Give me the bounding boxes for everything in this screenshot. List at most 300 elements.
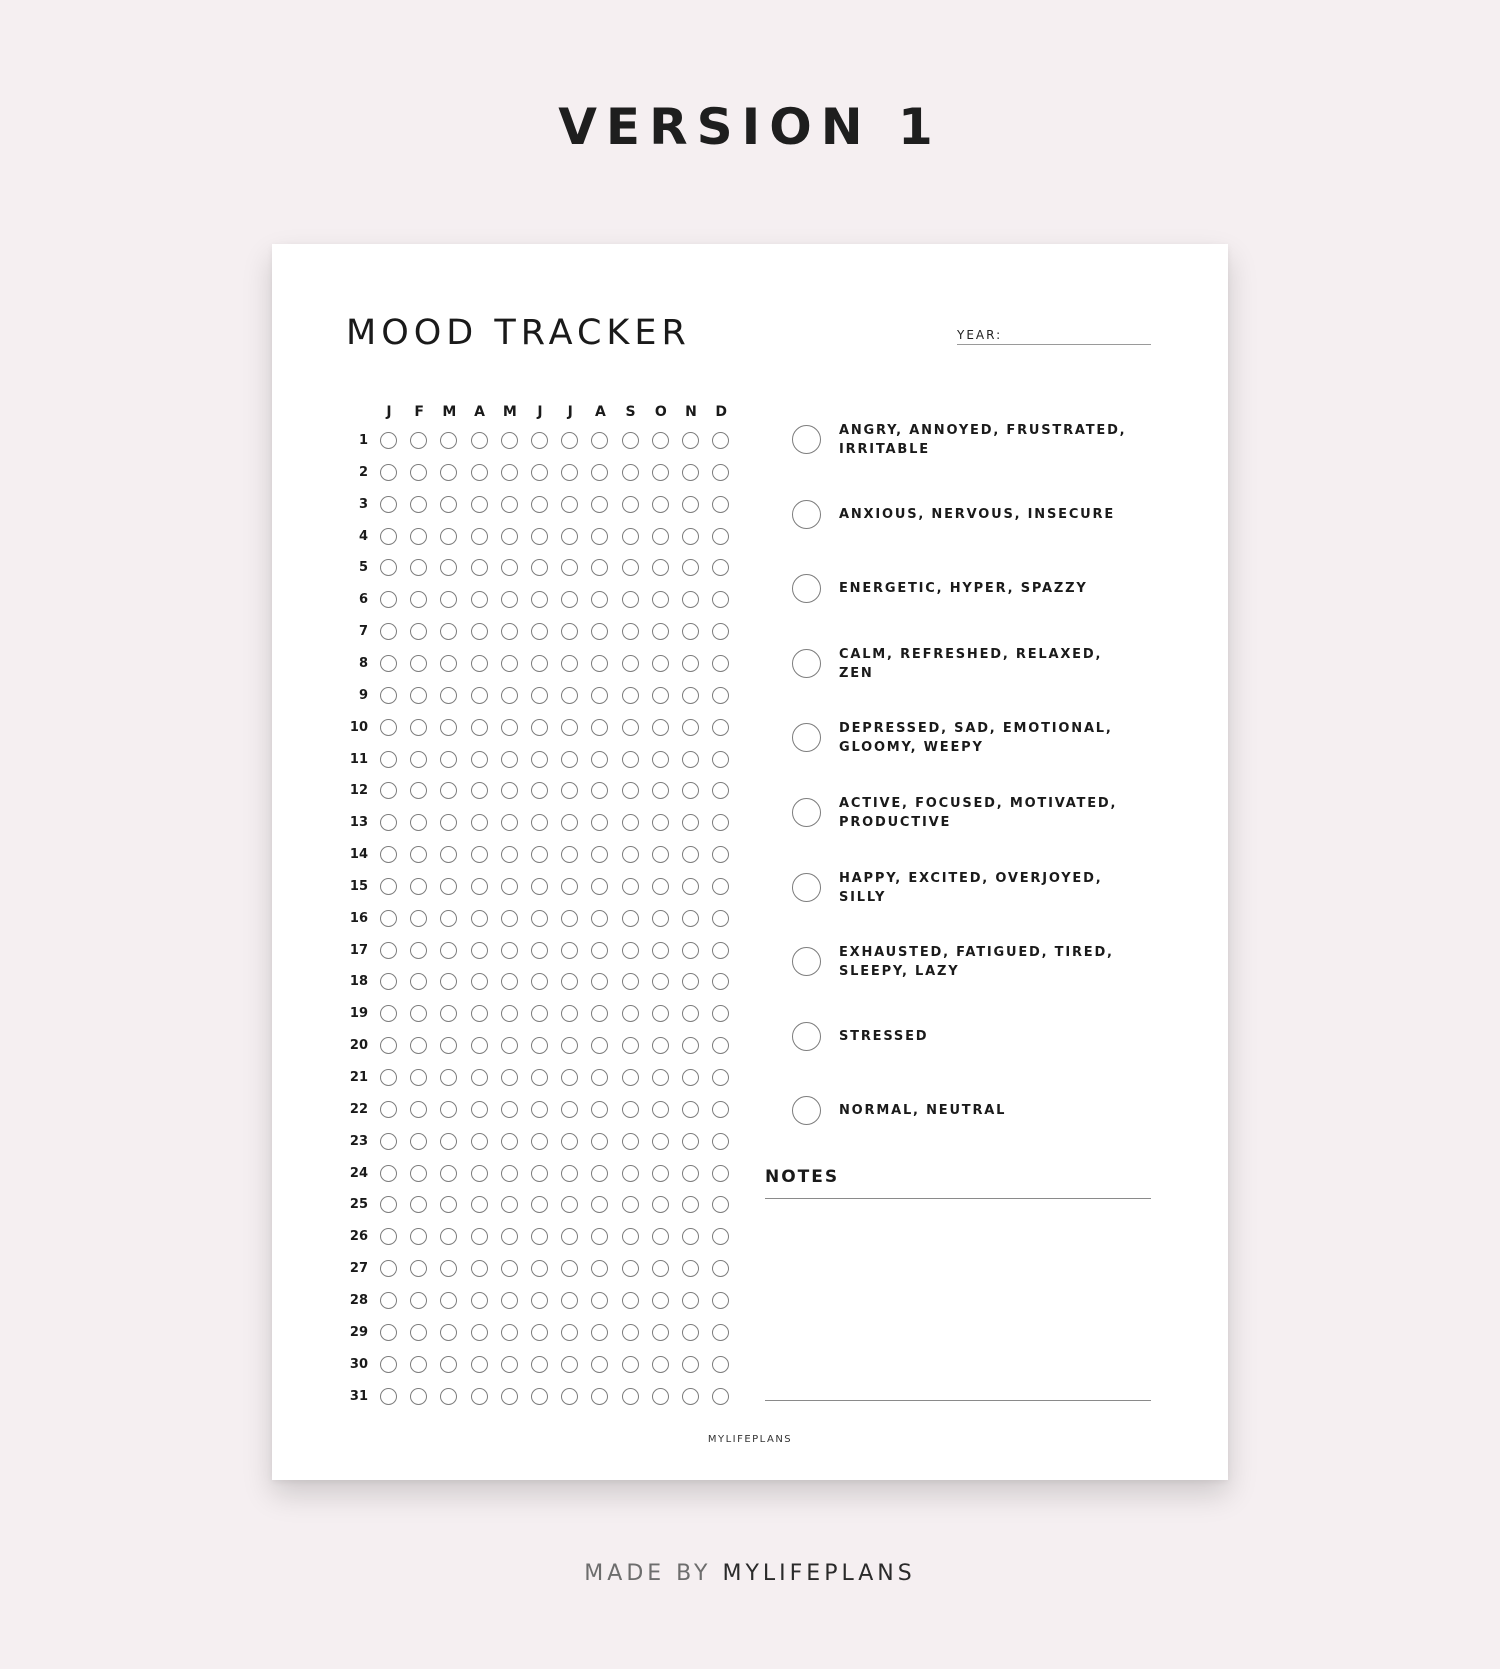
mood-day-circle[interactable] <box>440 878 457 895</box>
mood-day-circle[interactable] <box>712 1260 729 1277</box>
mood-day-circle[interactable] <box>501 687 518 704</box>
mood-day-circle[interactable] <box>440 1037 457 1054</box>
mood-day-circle[interactable] <box>501 1101 518 1118</box>
mood-day-circle[interactable] <box>591 1133 608 1150</box>
mood-day-circle[interactable] <box>501 1356 518 1373</box>
mood-day-circle[interactable] <box>410 559 427 576</box>
mood-day-circle[interactable] <box>531 1069 548 1086</box>
mood-day-circle[interactable] <box>652 1037 669 1054</box>
mood-day-circle[interactable] <box>380 1292 397 1309</box>
mood-day-circle[interactable] <box>531 1196 548 1213</box>
mood-day-circle[interactable] <box>410 973 427 990</box>
mood-day-circle[interactable] <box>652 623 669 640</box>
mood-legend-circle[interactable] <box>792 798 821 827</box>
year-field[interactable] <box>957 344 1151 345</box>
mood-day-circle[interactable] <box>501 846 518 863</box>
mood-day-circle[interactable] <box>501 464 518 481</box>
mood-day-circle[interactable] <box>652 973 669 990</box>
mood-day-circle[interactable] <box>652 528 669 545</box>
mood-day-circle[interactable] <box>652 1005 669 1022</box>
mood-day-circle[interactable] <box>652 464 669 481</box>
mood-day-circle[interactable] <box>591 942 608 959</box>
mood-day-circle[interactable] <box>652 496 669 513</box>
mood-day-circle[interactable] <box>622 973 639 990</box>
mood-day-circle[interactable] <box>410 1101 427 1118</box>
mood-day-circle[interactable] <box>622 687 639 704</box>
mood-day-circle[interactable] <box>501 623 518 640</box>
mood-day-circle[interactable] <box>440 1260 457 1277</box>
mood-day-circle[interactable] <box>440 1133 457 1150</box>
mood-day-circle[interactable] <box>652 591 669 608</box>
mood-day-circle[interactable] <box>682 973 699 990</box>
mood-day-circle[interactable] <box>561 751 578 768</box>
mood-day-circle[interactable] <box>652 782 669 799</box>
mood-day-circle[interactable] <box>531 782 548 799</box>
mood-day-circle[interactable] <box>531 1005 548 1022</box>
mood-day-circle[interactable] <box>440 496 457 513</box>
mood-day-circle[interactable] <box>682 591 699 608</box>
mood-day-circle[interactable] <box>380 942 397 959</box>
mood-day-circle[interactable] <box>471 1133 488 1150</box>
mood-day-circle[interactable] <box>712 432 729 449</box>
mood-day-circle[interactable] <box>440 719 457 736</box>
mood-day-circle[interactable] <box>682 623 699 640</box>
mood-day-circle[interactable] <box>561 1037 578 1054</box>
mood-day-circle[interactable] <box>682 814 699 831</box>
mood-day-circle[interactable] <box>652 942 669 959</box>
mood-day-circle[interactable] <box>410 496 427 513</box>
mood-day-circle[interactable] <box>712 719 729 736</box>
mood-day-circle[interactable] <box>440 973 457 990</box>
mood-day-circle[interactable] <box>682 878 699 895</box>
mood-day-circle[interactable] <box>712 973 729 990</box>
mood-day-circle[interactable] <box>531 751 548 768</box>
mood-day-circle[interactable] <box>591 591 608 608</box>
mood-day-circle[interactable] <box>622 591 639 608</box>
mood-day-circle[interactable] <box>440 687 457 704</box>
mood-day-circle[interactable] <box>410 432 427 449</box>
mood-day-circle[interactable] <box>561 655 578 672</box>
mood-legend-circle[interactable] <box>792 1022 821 1051</box>
mood-day-circle[interactable] <box>380 814 397 831</box>
mood-day-circle[interactable] <box>471 464 488 481</box>
mood-day-circle[interactable] <box>440 910 457 927</box>
mood-day-circle[interactable] <box>380 1260 397 1277</box>
mood-day-circle[interactable] <box>561 464 578 481</box>
mood-day-circle[interactable] <box>561 814 578 831</box>
mood-day-circle[interactable] <box>622 1005 639 1022</box>
mood-day-circle[interactable] <box>682 1388 699 1405</box>
mood-day-circle[interactable] <box>531 910 548 927</box>
mood-day-circle[interactable] <box>410 1005 427 1022</box>
mood-day-circle[interactable] <box>712 655 729 672</box>
mood-day-circle[interactable] <box>531 1228 548 1245</box>
mood-day-circle[interactable] <box>591 719 608 736</box>
mood-day-circle[interactable] <box>531 655 548 672</box>
mood-day-circle[interactable] <box>380 1069 397 1086</box>
mood-day-circle[interactable] <box>410 1165 427 1182</box>
mood-day-circle[interactable] <box>561 559 578 576</box>
mood-day-circle[interactable] <box>591 623 608 640</box>
mood-legend-circle[interactable] <box>792 649 821 678</box>
mood-day-circle[interactable] <box>622 846 639 863</box>
mood-legend-circle[interactable] <box>792 947 821 976</box>
mood-day-circle[interactable] <box>440 1292 457 1309</box>
notes-area[interactable] <box>765 1202 1151 1394</box>
mood-day-circle[interactable] <box>531 973 548 990</box>
mood-day-circle[interactable] <box>380 591 397 608</box>
mood-day-circle[interactable] <box>652 432 669 449</box>
mood-day-circle[interactable] <box>380 1356 397 1373</box>
mood-day-circle[interactable] <box>622 559 639 576</box>
mood-day-circle[interactable] <box>471 496 488 513</box>
mood-day-circle[interactable] <box>531 464 548 481</box>
mood-day-circle[interactable] <box>561 910 578 927</box>
mood-day-circle[interactable] <box>561 942 578 959</box>
mood-day-circle[interactable] <box>380 910 397 927</box>
mood-day-circle[interactable] <box>531 1388 548 1405</box>
mood-day-circle[interactable] <box>531 1133 548 1150</box>
mood-day-circle[interactable] <box>440 942 457 959</box>
mood-day-circle[interactable] <box>380 719 397 736</box>
mood-legend-circle[interactable] <box>792 574 821 603</box>
mood-day-circle[interactable] <box>531 878 548 895</box>
mood-day-circle[interactable] <box>652 1196 669 1213</box>
mood-day-circle[interactable] <box>591 1101 608 1118</box>
mood-day-circle[interactable] <box>440 591 457 608</box>
mood-day-circle[interactable] <box>531 846 548 863</box>
mood-day-circle[interactable] <box>622 1260 639 1277</box>
mood-day-circle[interactable] <box>531 687 548 704</box>
mood-day-circle[interactable] <box>652 1292 669 1309</box>
mood-day-circle[interactable] <box>591 846 608 863</box>
mood-day-circle[interactable] <box>410 910 427 927</box>
mood-day-circle[interactable] <box>471 846 488 863</box>
mood-day-circle[interactable] <box>440 1196 457 1213</box>
mood-day-circle[interactable] <box>682 1165 699 1182</box>
mood-day-circle[interactable] <box>440 1069 457 1086</box>
mood-day-circle[interactable] <box>591 782 608 799</box>
mood-day-circle[interactable] <box>501 719 518 736</box>
mood-day-circle[interactable] <box>501 496 518 513</box>
mood-day-circle[interactable] <box>410 1292 427 1309</box>
mood-day-circle[interactable] <box>591 655 608 672</box>
mood-day-circle[interactable] <box>471 719 488 736</box>
mood-day-circle[interactable] <box>440 1165 457 1182</box>
mood-day-circle[interactable] <box>652 655 669 672</box>
mood-day-circle[interactable] <box>471 942 488 959</box>
mood-day-circle[interactable] <box>652 1228 669 1245</box>
mood-day-circle[interactable] <box>380 1133 397 1150</box>
mood-day-circle[interactable] <box>410 782 427 799</box>
mood-day-circle[interactable] <box>561 1165 578 1182</box>
mood-day-circle[interactable] <box>501 559 518 576</box>
mood-day-circle[interactable] <box>622 910 639 927</box>
mood-day-circle[interactable] <box>652 1069 669 1086</box>
mood-day-circle[interactable] <box>410 1324 427 1341</box>
mood-day-circle[interactable] <box>652 846 669 863</box>
mood-day-circle[interactable] <box>380 655 397 672</box>
mood-day-circle[interactable] <box>561 1196 578 1213</box>
mood-day-circle[interactable] <box>440 846 457 863</box>
mood-day-circle[interactable] <box>471 1037 488 1054</box>
mood-day-circle[interactable] <box>712 1101 729 1118</box>
mood-day-circle[interactable] <box>561 1069 578 1086</box>
mood-day-circle[interactable] <box>622 655 639 672</box>
mood-day-circle[interactable] <box>682 846 699 863</box>
mood-day-circle[interactable] <box>380 1005 397 1022</box>
mood-day-circle[interactable] <box>682 1005 699 1022</box>
mood-day-circle[interactable] <box>561 1260 578 1277</box>
mood-day-circle[interactable] <box>561 1388 578 1405</box>
mood-day-circle[interactable] <box>380 751 397 768</box>
mood-day-circle[interactable] <box>622 1133 639 1150</box>
mood-day-circle[interactable] <box>471 528 488 545</box>
mood-day-circle[interactable] <box>591 1388 608 1405</box>
mood-day-circle[interactable] <box>591 1324 608 1341</box>
mood-day-circle[interactable] <box>682 719 699 736</box>
mood-day-circle[interactable] <box>622 1324 639 1341</box>
mood-day-circle[interactable] <box>501 528 518 545</box>
mood-day-circle[interactable] <box>652 751 669 768</box>
mood-day-circle[interactable] <box>652 1260 669 1277</box>
mood-day-circle[interactable] <box>682 559 699 576</box>
mood-day-circle[interactable] <box>652 910 669 927</box>
mood-legend-circle[interactable] <box>792 425 821 454</box>
mood-day-circle[interactable] <box>440 623 457 640</box>
mood-day-circle[interactable] <box>591 1069 608 1086</box>
mood-day-circle[interactable] <box>471 814 488 831</box>
mood-day-circle[interactable] <box>531 719 548 736</box>
mood-day-circle[interactable] <box>561 846 578 863</box>
mood-day-circle[interactable] <box>471 1005 488 1022</box>
mood-day-circle[interactable] <box>622 1388 639 1405</box>
mood-day-circle[interactable] <box>561 528 578 545</box>
mood-legend-circle[interactable] <box>792 1096 821 1125</box>
mood-day-circle[interactable] <box>682 942 699 959</box>
mood-day-circle[interactable] <box>531 814 548 831</box>
mood-day-circle[interactable] <box>561 1133 578 1150</box>
mood-day-circle[interactable] <box>501 1196 518 1213</box>
mood-day-circle[interactable] <box>682 1101 699 1118</box>
mood-day-circle[interactable] <box>380 973 397 990</box>
mood-day-circle[interactable] <box>410 1356 427 1373</box>
mood-day-circle[interactable] <box>380 528 397 545</box>
mood-day-circle[interactable] <box>712 782 729 799</box>
mood-day-circle[interactable] <box>712 559 729 576</box>
mood-day-circle[interactable] <box>531 528 548 545</box>
mood-day-circle[interactable] <box>652 1356 669 1373</box>
mood-day-circle[interactable] <box>712 878 729 895</box>
mood-day-circle[interactable] <box>410 751 427 768</box>
mood-day-circle[interactable] <box>622 1292 639 1309</box>
mood-day-circle[interactable] <box>622 1101 639 1118</box>
mood-day-circle[interactable] <box>561 1005 578 1022</box>
mood-day-circle[interactable] <box>591 1356 608 1373</box>
mood-day-circle[interactable] <box>501 1037 518 1054</box>
mood-day-circle[interactable] <box>622 1165 639 1182</box>
mood-day-circle[interactable] <box>622 464 639 481</box>
mood-day-circle[interactable] <box>712 1165 729 1182</box>
mood-day-circle[interactable] <box>380 1228 397 1245</box>
mood-day-circle[interactable] <box>471 1292 488 1309</box>
mood-day-circle[interactable] <box>682 1292 699 1309</box>
mood-day-circle[interactable] <box>440 432 457 449</box>
mood-day-circle[interactable] <box>712 1005 729 1022</box>
mood-day-circle[interactable] <box>471 559 488 576</box>
mood-day-circle[interactable] <box>410 655 427 672</box>
mood-day-circle[interactable] <box>380 1388 397 1405</box>
mood-day-circle[interactable] <box>682 1037 699 1054</box>
mood-day-circle[interactable] <box>712 687 729 704</box>
mood-day-circle[interactable] <box>682 464 699 481</box>
mood-day-circle[interactable] <box>712 1292 729 1309</box>
mood-day-circle[interactable] <box>712 846 729 863</box>
mood-day-circle[interactable] <box>682 1196 699 1213</box>
mood-day-circle[interactable] <box>531 559 548 576</box>
mood-day-circle[interactable] <box>591 910 608 927</box>
mood-day-circle[interactable] <box>591 751 608 768</box>
mood-day-circle[interactable] <box>471 1101 488 1118</box>
mood-day-circle[interactable] <box>440 655 457 672</box>
mood-day-circle[interactable] <box>561 782 578 799</box>
mood-day-circle[interactable] <box>440 1228 457 1245</box>
mood-day-circle[interactable] <box>471 878 488 895</box>
mood-day-circle[interactable] <box>410 1388 427 1405</box>
mood-day-circle[interactable] <box>380 1324 397 1341</box>
mood-day-circle[interactable] <box>682 1133 699 1150</box>
mood-day-circle[interactable] <box>622 942 639 959</box>
mood-day-circle[interactable] <box>622 1356 639 1373</box>
mood-day-circle[interactable] <box>471 1260 488 1277</box>
mood-day-circle[interactable] <box>501 1005 518 1022</box>
mood-day-circle[interactable] <box>471 973 488 990</box>
mood-day-circle[interactable] <box>410 528 427 545</box>
mood-day-circle[interactable] <box>712 1037 729 1054</box>
mood-day-circle[interactable] <box>682 687 699 704</box>
mood-day-circle[interactable] <box>440 1324 457 1341</box>
mood-day-circle[interactable] <box>501 782 518 799</box>
mood-day-circle[interactable] <box>712 942 729 959</box>
mood-day-circle[interactable] <box>440 528 457 545</box>
mood-day-circle[interactable] <box>591 878 608 895</box>
mood-day-circle[interactable] <box>622 1196 639 1213</box>
mood-day-circle[interactable] <box>410 1133 427 1150</box>
mood-day-circle[interactable] <box>471 1356 488 1373</box>
mood-day-circle[interactable] <box>471 782 488 799</box>
mood-day-circle[interactable] <box>440 464 457 481</box>
mood-day-circle[interactable] <box>471 432 488 449</box>
mood-day-circle[interactable] <box>410 1228 427 1245</box>
mood-day-circle[interactable] <box>561 687 578 704</box>
mood-day-circle[interactable] <box>712 1133 729 1150</box>
mood-day-circle[interactable] <box>410 687 427 704</box>
mood-day-circle[interactable] <box>682 1324 699 1341</box>
mood-legend-circle[interactable] <box>792 500 821 529</box>
mood-day-circle[interactable] <box>712 623 729 640</box>
mood-day-circle[interactable] <box>591 1228 608 1245</box>
mood-day-circle[interactable] <box>380 878 397 895</box>
mood-day-circle[interactable] <box>440 782 457 799</box>
mood-day-circle[interactable] <box>471 591 488 608</box>
mood-day-circle[interactable] <box>682 910 699 927</box>
mood-day-circle[interactable] <box>682 782 699 799</box>
mood-day-circle[interactable] <box>652 719 669 736</box>
mood-day-circle[interactable] <box>471 1196 488 1213</box>
mood-day-circle[interactable] <box>712 1069 729 1086</box>
mood-day-circle[interactable] <box>531 942 548 959</box>
mood-day-circle[interactable] <box>410 464 427 481</box>
mood-day-circle[interactable] <box>531 1292 548 1309</box>
mood-day-circle[interactable] <box>501 1260 518 1277</box>
mood-day-circle[interactable] <box>410 814 427 831</box>
mood-day-circle[interactable] <box>622 1228 639 1245</box>
mood-day-circle[interactable] <box>591 464 608 481</box>
mood-day-circle[interactable] <box>712 910 729 927</box>
mood-day-circle[interactable] <box>440 1388 457 1405</box>
mood-day-circle[interactable] <box>712 814 729 831</box>
mood-day-circle[interactable] <box>531 1165 548 1182</box>
mood-day-circle[interactable] <box>561 1324 578 1341</box>
mood-day-circle[interactable] <box>410 623 427 640</box>
mood-day-circle[interactable] <box>712 464 729 481</box>
mood-day-circle[interactable] <box>531 1260 548 1277</box>
mood-day-circle[interactable] <box>380 782 397 799</box>
mood-day-circle[interactable] <box>682 751 699 768</box>
mood-day-circle[interactable] <box>682 1228 699 1245</box>
mood-day-circle[interactable] <box>622 528 639 545</box>
mood-day-circle[interactable] <box>410 591 427 608</box>
mood-day-circle[interactable] <box>471 1165 488 1182</box>
mood-day-circle[interactable] <box>501 432 518 449</box>
mood-day-circle[interactable] <box>531 432 548 449</box>
mood-day-circle[interactable] <box>531 496 548 513</box>
mood-day-circle[interactable] <box>440 1005 457 1022</box>
mood-day-circle[interactable] <box>591 1196 608 1213</box>
mood-day-circle[interactable] <box>591 973 608 990</box>
mood-day-circle[interactable] <box>380 432 397 449</box>
mood-day-circle[interactable] <box>471 655 488 672</box>
mood-day-circle[interactable] <box>591 687 608 704</box>
mood-day-circle[interactable] <box>652 1388 669 1405</box>
mood-day-circle[interactable] <box>380 1101 397 1118</box>
mood-day-circle[interactable] <box>471 1388 488 1405</box>
mood-day-circle[interactable] <box>622 1037 639 1054</box>
mood-day-circle[interactable] <box>561 719 578 736</box>
mood-day-circle[interactable] <box>561 1228 578 1245</box>
mood-day-circle[interactable] <box>471 687 488 704</box>
mood-day-circle[interactable] <box>561 591 578 608</box>
mood-day-circle[interactable] <box>682 655 699 672</box>
mood-day-circle[interactable] <box>652 1101 669 1118</box>
mood-day-circle[interactable] <box>652 878 669 895</box>
mood-day-circle[interactable] <box>622 432 639 449</box>
mood-day-circle[interactable] <box>410 1196 427 1213</box>
mood-day-circle[interactable] <box>561 973 578 990</box>
mood-day-circle[interactable] <box>622 878 639 895</box>
mood-day-circle[interactable] <box>561 1292 578 1309</box>
mood-day-circle[interactable] <box>380 496 397 513</box>
mood-day-circle[interactable] <box>501 814 518 831</box>
mood-day-circle[interactable] <box>380 687 397 704</box>
mood-day-circle[interactable] <box>712 1388 729 1405</box>
mood-day-circle[interactable] <box>501 1388 518 1405</box>
mood-day-circle[interactable] <box>591 528 608 545</box>
mood-day-circle[interactable] <box>531 591 548 608</box>
mood-day-circle[interactable] <box>561 432 578 449</box>
mood-day-circle[interactable] <box>682 1356 699 1373</box>
mood-day-circle[interactable] <box>471 1324 488 1341</box>
